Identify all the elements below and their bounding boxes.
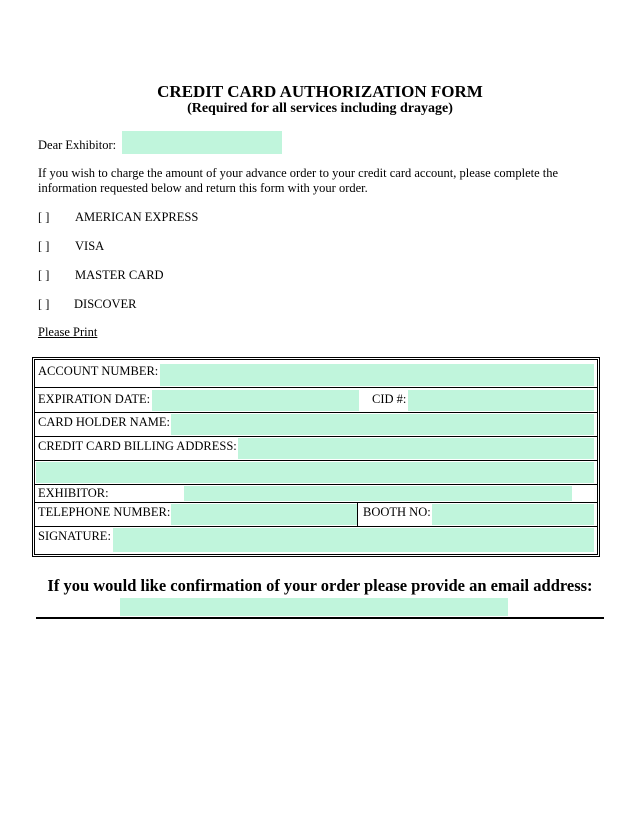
- form-title: CREDIT CARD AUTHORIZATION FORM: [157, 82, 483, 101]
- row-divider: [35, 460, 597, 461]
- cid-label: CID #:: [372, 392, 407, 406]
- checkbox-american-express[interactable]: [38, 210, 199, 225]
- email-input[interactable]: [120, 598, 508, 616]
- checkbox-bracket: [ ]: [38, 297, 50, 311]
- exhibitor-greeting-field[interactable]: [122, 131, 282, 154]
- column-divider: [357, 502, 358, 526]
- checkbox-discover[interactable]: [38, 297, 137, 312]
- exhibitor-input[interactable]: [184, 486, 572, 501]
- checkbox-bracket: [ ]: [38, 239, 50, 253]
- intro-line-2: information requested below and return this form with your order.: [38, 181, 368, 195]
- expiration-date-label: EXPIRATION DATE:: [38, 392, 151, 406]
- row-divider: [35, 412, 597, 413]
- telephone-number-label: TELEPHONE NUMBER:: [38, 505, 171, 519]
- billing-address-line2-input[interactable]: [36, 462, 594, 483]
- account-number-label: ACCOUNT NUMBER:: [38, 364, 159, 378]
- account-number-input[interactable]: [160, 364, 594, 386]
- checkbox-bracket: [ ]: [38, 210, 50, 224]
- booth-no-label: BOOTH NO:: [363, 505, 431, 519]
- exhibitor-label: EXHIBITOR:: [38, 486, 109, 500]
- card-type-label: AMERICAN EXPRESS: [75, 210, 199, 224]
- row-divider: [35, 502, 597, 503]
- booth-no-input[interactable]: [432, 504, 594, 525]
- checkbox-master-card[interactable]: [38, 268, 164, 283]
- row-divider: [35, 484, 597, 485]
- card-holder-name-label: CARD HOLDER NAME:: [38, 415, 170, 429]
- billing-address-label: CREDIT CARD BILLING ADDRESS:: [38, 439, 237, 453]
- form-subtitle: (Required for all services including drayage): [187, 101, 453, 116]
- telephone-number-input[interactable]: [171, 504, 357, 525]
- card-holder-name-input[interactable]: [171, 414, 594, 435]
- intro-line-1: If you wish to charge the amount of your advance order to your credit card account, please complete the: [38, 166, 559, 180]
- cid-input[interactable]: [408, 390, 594, 411]
- checkbox-bracket: [ ]: [38, 268, 50, 282]
- card-type-label: DISCOVER: [74, 297, 137, 311]
- expiration-date-input[interactable]: [152, 390, 359, 411]
- row-divider: [35, 436, 597, 437]
- please-print-note: Please Print: [38, 325, 98, 339]
- row-divider: [35, 526, 597, 527]
- signature-label: SIGNATURE:: [38, 529, 111, 543]
- email-underline: [36, 617, 604, 619]
- signature-input[interactable]: [113, 528, 594, 552]
- greeting-label: Dear Exhibitor:: [38, 138, 117, 152]
- billing-address-input[interactable]: [238, 438, 594, 459]
- row-divider: [35, 387, 597, 388]
- email-prompt: If you would like confirmation of your order please provide an email address:: [47, 576, 593, 595]
- card-type-label: MASTER CARD: [75, 268, 164, 282]
- checkbox-visa[interactable]: [38, 239, 105, 254]
- card-type-label: VISA: [75, 239, 105, 253]
